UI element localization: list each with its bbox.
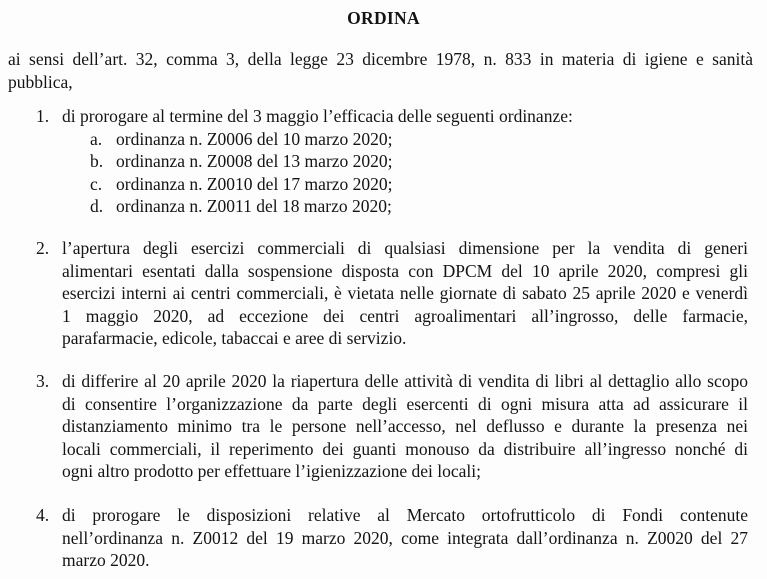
list-item-2 <box>36 237 748 350</box>
item-line: marzo 2020. <box>62 550 150 571</box>
item-body <box>62 105 748 128</box>
item-line: di consentire l’organizzazione da parte degli esercenti di ogni misura atta ad assicurare il <box>62 393 748 414</box>
sub-item-letter: a. <box>90 128 103 149</box>
sub-item-letter: b. <box>90 151 104 172</box>
intro-line: pubblica, <box>8 71 73 92</box>
item-line: nell’ordinanza n. Z0012 del 19 marzo 2020, come integrata dall’ordinanza n. Z0020 del 27 <box>62 527 748 548</box>
item-number: 2. <box>36 238 50 258</box>
item-line: distanziamento minimo tra le persone nell’accesso, nel deflusso e durante la presenza nei <box>62 416 748 437</box>
sub-list-item <box>36 195 748 218</box>
item-number: 4. <box>36 505 50 525</box>
sub-item-text: ordinanza n. Z0011 del 18 marzo 2020; <box>116 196 392 217</box>
item-line: ogni altro prodotto per effettuare l’igienizzazione dei locali; <box>62 461 482 482</box>
item-body <box>62 370 748 483</box>
list-item-1 <box>36 105 748 218</box>
item-line: locali commerciali, il reperimento dei guanti monouso da distribuire all’ingresso nonché di <box>62 438 748 459</box>
item-text: di prorogare al termine del 3 maggio l’efficacia delle seguenti ordinanze: <box>62 106 573 126</box>
item-line: l’apertura degli esercizi commerciali di qualsiasi dimensione per la vendita di generi <box>62 238 748 258</box>
sub-list <box>36 128 748 218</box>
intro-paragraph <box>8 48 753 93</box>
intro-line: ai sensi dell’art. 32, comma 3, della legge 23 dicembre 1978, n. 833 in materia di igiene e sanità <box>8 49 753 69</box>
document-heading: ORDINA <box>347 8 420 28</box>
item-body <box>62 504 748 572</box>
sub-item-text: ordinanza n. Z0008 del 13 marzo 2020; <box>116 151 393 172</box>
item-line: parafarmacie, edicole, tabaccai e aree di servizio. <box>62 328 407 349</box>
sub-item-letter: c. <box>90 173 103 194</box>
item-body <box>62 237 748 350</box>
sub-item-letter: d. <box>90 196 104 217</box>
list-item-3 <box>36 370 748 483</box>
sub-item-text: ordinanza n. Z0006 del 10 marzo 2020; <box>116 128 393 149</box>
item-line: alimentari esentati dalla sospensione disposta con DPCM del 10 aprile 2020, compresi gli <box>62 260 748 281</box>
sub-list-item <box>36 128 748 151</box>
item-line: esercizi interni ai centri commerciali, è vietata nelle giornate di sabato 25 aprile 2020 e venerdì <box>62 283 748 304</box>
item-line: 1 maggio 2020, ad eccezione dei centri agroalimentari all’ingrosso, delle farmacie, <box>62 305 748 326</box>
sub-list-item <box>36 150 748 173</box>
list-item-4 <box>36 504 748 572</box>
item-line: di prorogare le disposizioni relative al Mercato ortofrutticolo di Fondi contenute <box>62 505 748 525</box>
item-line: di differire al 20 aprile 2020 la riapertura delle attività di vendita di libri al dettaglio allo scopo <box>62 371 748 391</box>
sub-item-text: ordinanza n. Z0010 del 17 marzo 2020; <box>116 173 393 194</box>
sub-list-item <box>36 173 748 196</box>
item-number: 3. <box>36 371 50 391</box>
item-number: 1. <box>36 106 50 126</box>
